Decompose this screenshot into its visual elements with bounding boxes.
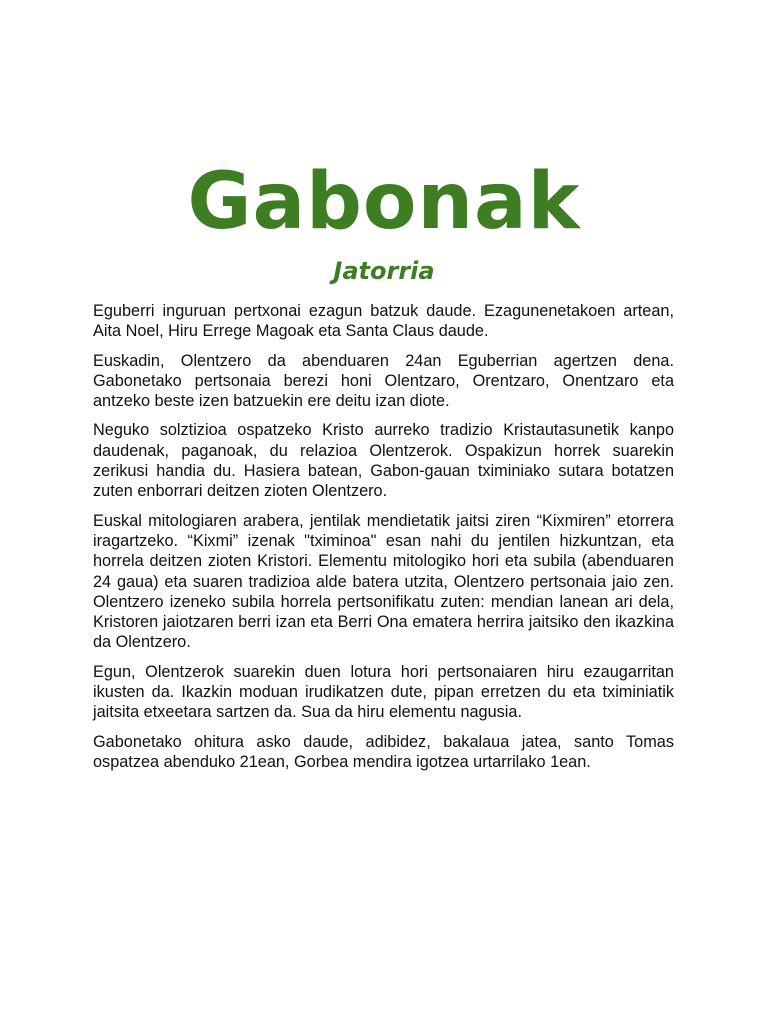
- section-heading: Jatorria: [333, 256, 435, 285]
- page-title: Gabonak: [187, 157, 581, 248]
- article-body: [93, 301, 674, 781]
- paragraph-3: Neguko solztizioa ospatzeko Kristo aurreko tradizio Kristautasunetik kanpo daudenak, paganoak, du relazioa Olentzerok. Ospakizun horrek suarekin zerikusi handia du. Hasiera batean, Gabon-gauan tximiniako sutara botatzen zuten enborrari deitzen zioten Olentzero.: [93, 421, 674, 501]
- paragraph-6: Gabonetako ohitura asko daude, adibidez, bakalaua jatea, santo Tomas ospatzea abenduko 21ean, Gorbea mendira igotzea urtarrilako 1ean.: [93, 732, 674, 771]
- paragraph-1: Eguberri inguruan pertxonai ezagun batzuk daude. Ezagunenetakoen artean, Aita Noel, Hiru Errege Magoak eta Santa Claus daude.: [93, 302, 674, 341]
- paragraph-4: Euskal mitologiaren arabera, jentilak mendietatik jaitsi ziren “Kixmiren” etorrera iragartzeko. “Kixmi” izenak "tximinoa" esan nahi du jentilen hizkuntzan, eta horrela deitzen zioten Kristori. Elementu mitologiko hori eta subila (abenduaren 24 gaua) eta suaren tradizioa alde batera utzita, Olentzero pertsonaia jaio zen. Olentzero izeneko subila horrela pertsonifikatu zuten: mendian lanean ari dela, Kristoren jaiotzaren berri izan eta Berri Ona ematera herrira jaitsiko den ikazkina da Olentzero.: [93, 511, 674, 652]
- paragraph-2: Euskadin, Olentzero da abenduaren 24an Eguberrian agertzen dena. Gabonetako pertsonaia berezi honi Olentzaro, Orentzaro, Onentzaro eta antzeko beste izen batzuekin ere deitu izan diote.: [93, 351, 674, 411]
- paragraph-5: Egun, Olentzerok suarekin duen lotura hori pertsonaiaren hiru ezaugarritan ikusten da. Ikazkin moduan irudikatzen dute, pipan erretzen du eta tximiniatik jaitsita etxeetara sartzen da. Sua da hiru elementu nagusia.: [93, 662, 674, 722]
